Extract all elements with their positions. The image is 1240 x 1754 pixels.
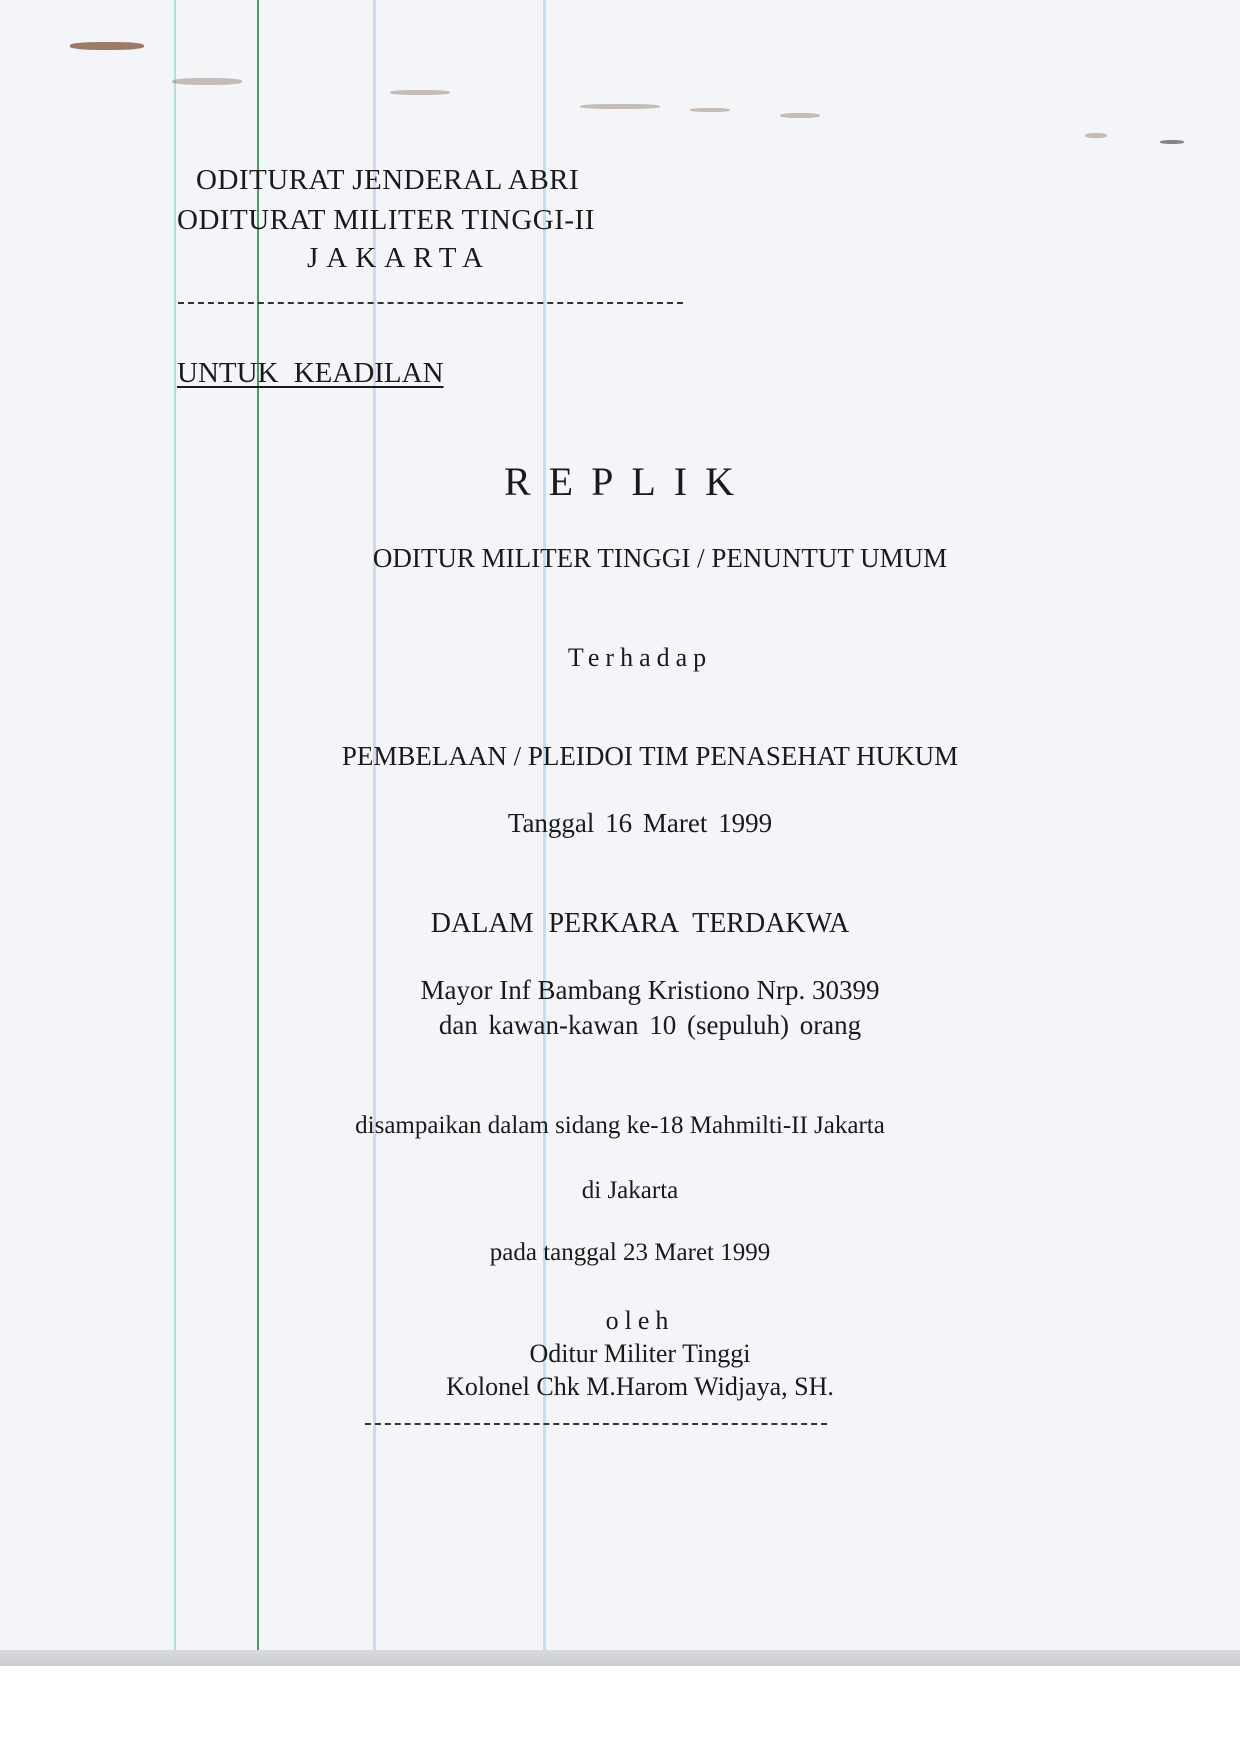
scan-smudge (1085, 133, 1107, 138)
defendant-line-2: dan kawan-kawan 10 (sepuluh) orang (438, 1010, 862, 1040)
session-date: pada tanggal 23 Maret 1999 (489, 1239, 771, 1266)
document-subtitle: ODITUR MILITER TINGGI / PENUNTUT UMUM (372, 543, 948, 573)
defense-title: PEMBELAAN / PLEIDOI TIM PENASEHAT HUKUM (341, 741, 959, 771)
header-divider (178, 302, 683, 304)
document-title: REPLIK (504, 459, 752, 504)
footer-divider (365, 1423, 827, 1425)
session-place: di Jakarta (581, 1177, 679, 1204)
scan-line (257, 0, 259, 1666)
scan-line (174, 0, 176, 1666)
defendant-line-1: Mayor Inf Bambang Kristiono Nrp. 30399 (420, 975, 880, 1005)
signer-name: Kolonel Chk M.Harom Widjaya, SH. (446, 1372, 834, 1401)
header-line-2: ODITURAT MILITER TINGGI-II (177, 204, 595, 236)
session-info: disampaikan dalam sidang ke-18 Mahmilti-II Jakarta (355, 1112, 885, 1139)
against-label: Terhadap (567, 643, 713, 672)
case-heading: DALAM PERKARA TERDAKWA (430, 908, 850, 939)
scan-smudge (780, 113, 820, 118)
scan-smudge (690, 108, 730, 112)
motto: UNTUK KEADILAN (177, 357, 444, 389)
scan-smudge (172, 78, 242, 85)
header-line-1: ODITURAT JENDERAL ABRI (196, 164, 580, 196)
page-edge (0, 1650, 1240, 1666)
scan-smudge (580, 104, 660, 109)
defense-date: Tanggal 16 Maret 1999 (507, 808, 773, 838)
signer-title: Oditur Militer Tinggi (529, 1339, 751, 1368)
by-label: oleh (605, 1306, 675, 1335)
scan-smudge (70, 42, 144, 50)
scan-smudge (1160, 140, 1184, 144)
header-line-3: JAKARTA (307, 242, 492, 274)
scan-smudge (390, 90, 450, 95)
